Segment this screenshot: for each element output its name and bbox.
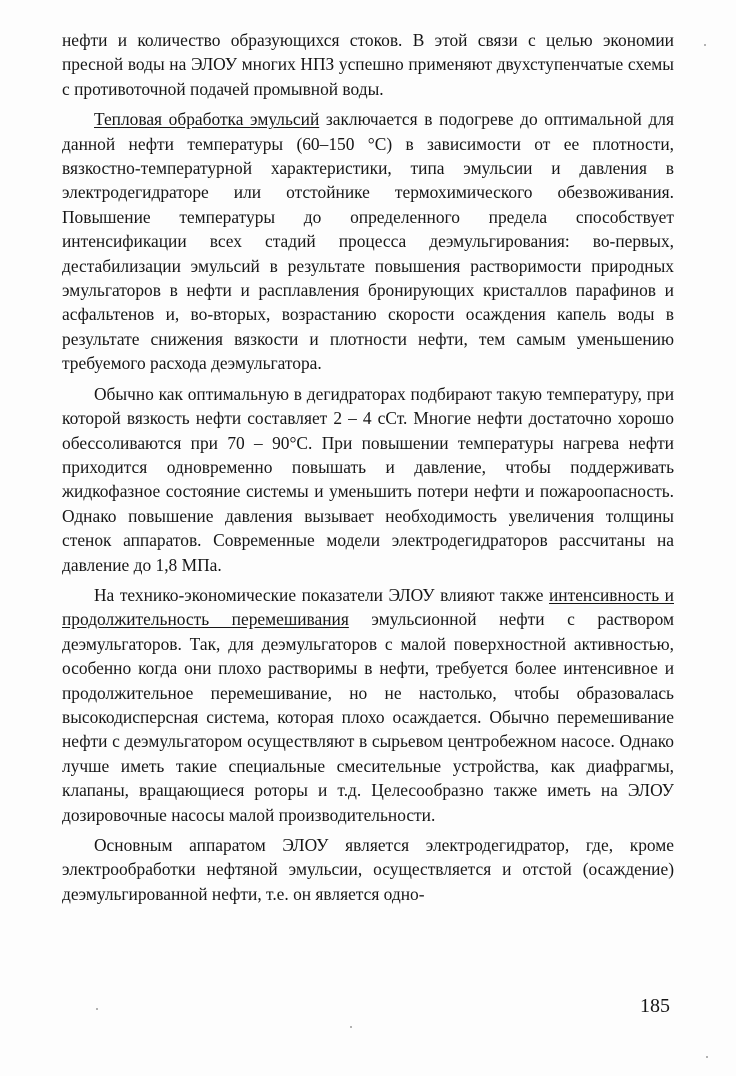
paragraph-5-text: Основным аппаратом ЭЛОУ является электродегидратор, где, кроме электрообработки нефтяной эмульсии, осуществляется и отстой (осаждение) деэмульгированной нефти, т.е. он является одно-: [62, 835, 674, 904]
paragraph-4-text-rest: эмульсионной нефти с раствором деэмульгаторов. Так, для деэмульгаторов с малой поверхностной активностью, особенно когда они плохо растворимы в нефти, требуется более интенсивное и продолжительное перемешивание, но не настолько, чтобы образовалась высокодисперсная система, которая плохо осаждается. Обычно перемешивание нефти с деэмульгатором осуществляют в сырьевом центробежном насосе. Однако лучше иметь такие специальные смесительные устройства, как диафрагмы, клапаны, вращающиеся роторы и т.д. Целесообразно также иметь на ЭЛОУ дозировочные насосы малой производительности.: [62, 609, 674, 825]
page-number: 185: [640, 995, 670, 1017]
paragraph-1: [62, 28, 674, 101]
paragraph-2: [62, 107, 674, 375]
scan-speck: [96, 1008, 98, 1010]
paragraph-3: [62, 382, 674, 577]
scan-speck: [350, 1026, 352, 1028]
scan-speck: [704, 44, 706, 46]
paragraph-4-text-start: На технико-экономические показатели ЭЛОУ влияют также: [94, 584, 549, 605]
term-heat-treatment: Тепловая обработка эмульсий: [94, 109, 320, 130]
paragraph-4: [62, 583, 674, 827]
term-mixing-intensity: интенсивность и продолжительность перемешивания: [62, 584, 674, 630]
paragraph-1-text: нефти и количество образующихся стоков. В этой связи с целью экономии пресной воды на ЭЛОУ многих НПЗ успешно применяют двухступенчатые схемы с противоточной подачей промывной воды.: [62, 30, 674, 99]
body-text: [62, 28, 674, 912]
scan-speck: [706, 1056, 708, 1058]
paragraph-2-text: заключается в подогреве до оптимальной для данной нефти температуры (60–150 °С) в зависимости от ее плотности, вязкостно-температурной характеристики, типа эмульсии и давления в электродегидраторе или отстойнике термохимического обезвоживания. Повышение температуры до определенного предела способствует интенсификации всех стадий процесса деэмульгирования: во-первых, дестабилизации эмульсий в результате повышения растворимости природных эмульгаторов в нефти и расплавления бронирующих кристаллов парафинов и асфальтенов и, во-вторых, возрастанию скорости осаждения капель воды в результате снижения вязкости и плотности нефти, тем самым уменьшению требуемого расхода деэмульгатора.: [62, 109, 674, 374]
paragraph-5: [62, 833, 674, 906]
paragraph-3-text: Обычно как оптимальную в дегидраторах подбирают такую температуру, при которой вязкость нефти составляет 2 – 4 сСт. Многие нефти достаточно хорошо обессоливаются при 70 – 90°С. При повышении температуры нагрева нефти приходится одновременно повышать и давление, чтобы поддерживать жидкофазное состояние системы и уменьшить потери нефти и пожароопасность. Однако повышение давления вызывает необходимость увеличения толщины стенок аппаратов. Современные модели электродегидраторов рассчитаны на давление до 1,8 МПа.: [62, 383, 674, 575]
